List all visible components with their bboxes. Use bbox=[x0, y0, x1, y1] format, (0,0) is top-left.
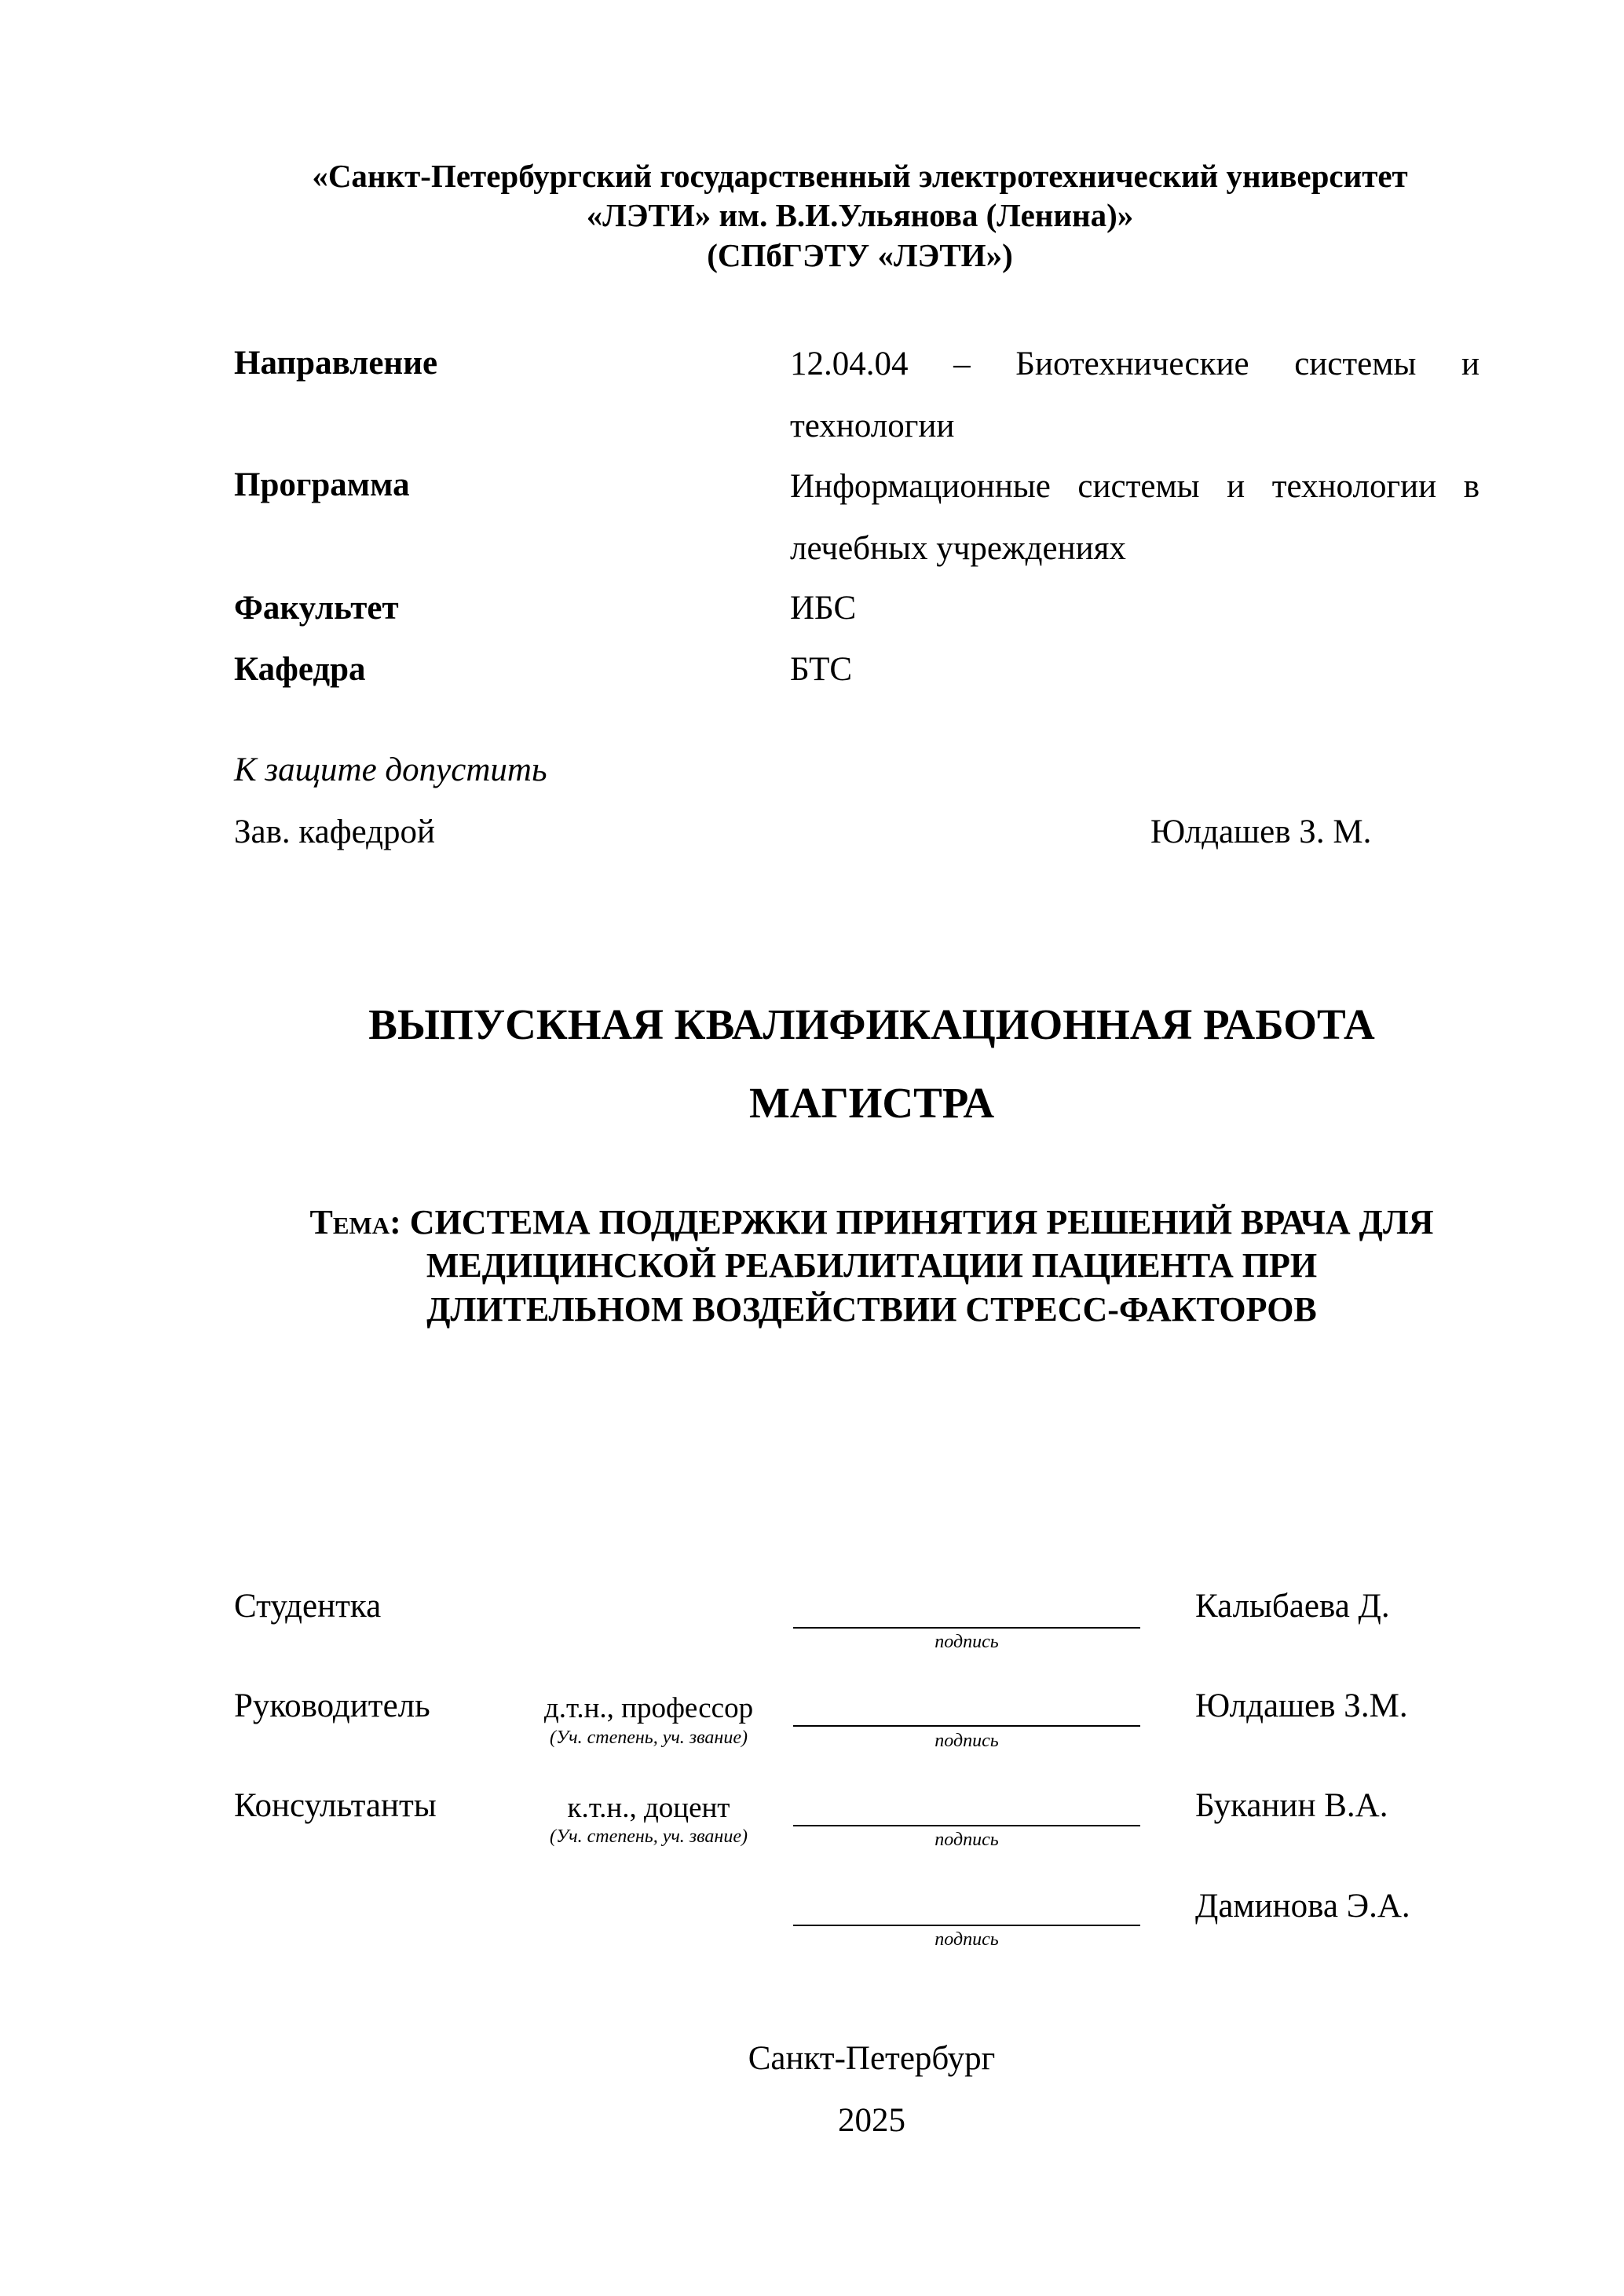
student-signature-caption: подпись bbox=[935, 1632, 999, 1652]
topic-line-1 bbox=[228, 1201, 1516, 1244]
consultant-1-degree-caption: (Уч. степень, уч. звание) bbox=[550, 1826, 748, 1847]
faculty-value: ИБС bbox=[790, 590, 857, 627]
program-value: Информационные системы и технологии в лечебных учреждениях bbox=[790, 468, 1480, 567]
topic-line-3: ДЛИТЕЛЬНОМ ВОЗДЕЙСТВИИ СТРЕСС-ФАКТОРОВ bbox=[426, 1290, 1317, 1329]
head-of-department-label: Зав. кафедрой bbox=[234, 813, 436, 850]
topic-prefix: Тема bbox=[309, 1203, 390, 1241]
supervisor-degree: д.т.н., профессор bbox=[543, 1692, 754, 1724]
consultant-1-signature-line bbox=[793, 1825, 1140, 1826]
topic-text-1: : СИСТЕМА ПОДДЕРЖКИ ПРИНЯТИЯ РЕШЕНИЙ ВРАЧА ДЛЯ bbox=[390, 1203, 1434, 1241]
university-name-line-2: «ЛЭТИ» им. В.И.Ульянова (Ленина)» bbox=[586, 197, 1134, 233]
document-title-line-1: ВЫПУСКНАЯ КВАЛИФИКАЦИОННАЯ РАБОТА bbox=[368, 1000, 1375, 1048]
consultants-role: Консультанты bbox=[234, 1787, 437, 1824]
student-role: Студентка bbox=[234, 1588, 382, 1625]
program-label: Программа bbox=[234, 466, 410, 503]
supervisor-role: Руководитель bbox=[234, 1687, 430, 1724]
department-value: БТС bbox=[790, 651, 853, 688]
department-label: Кафедра bbox=[234, 651, 366, 688]
consultant-1-name: Буканин В.А. bbox=[1195, 1787, 1388, 1824]
head-of-department-name: Юлдашев З. М. bbox=[1150, 813, 1372, 850]
supervisor-name: Юлдашев З.М. bbox=[1195, 1687, 1408, 1724]
consultant-2-signature-caption: подпись bbox=[935, 1929, 999, 1950]
city: Санкт-Петербург bbox=[748, 2040, 996, 2077]
direction-label: Направление bbox=[234, 345, 438, 382]
student-signature-line bbox=[793, 1627, 1140, 1629]
supervisor-signature-line bbox=[793, 1725, 1140, 1727]
university-abbreviation: (СПбГЭТУ «ЛЭТИ») bbox=[707, 237, 1013, 273]
document-title-line-2: МАГИСТРА bbox=[748, 1079, 995, 1127]
supervisor-degree-caption: (Уч. степень, уч. звание) bbox=[550, 1727, 748, 1748]
consultant-2-name: Даминова Э.А. bbox=[1195, 1888, 1410, 1925]
supervisor-signature-caption: подпись bbox=[935, 1731, 999, 1751]
consultant-1-degree: к.т.н., доцент bbox=[567, 1792, 730, 1824]
direction-value: 12.04.04 – Биотехнические системы и технологии bbox=[790, 345, 1480, 444]
consultant-2-signature-line bbox=[793, 1925, 1140, 1926]
consultant-1-signature-caption: подпись bbox=[935, 1830, 999, 1850]
topic-line-2: МЕДИЦИНСКОЙ РЕАБИЛИТАЦИИ ПАЦИЕНТА ПРИ bbox=[426, 1246, 1318, 1285]
student-name: Калыбаева Д. bbox=[1195, 1588, 1390, 1625]
year: 2025 bbox=[838, 2102, 905, 2139]
university-name-line-1: «Санкт-Петербургский государственный электротехнический университет bbox=[312, 158, 1408, 194]
faculty-label: Факультет bbox=[234, 590, 399, 627]
admission-note: К защите допустить bbox=[234, 751, 547, 788]
